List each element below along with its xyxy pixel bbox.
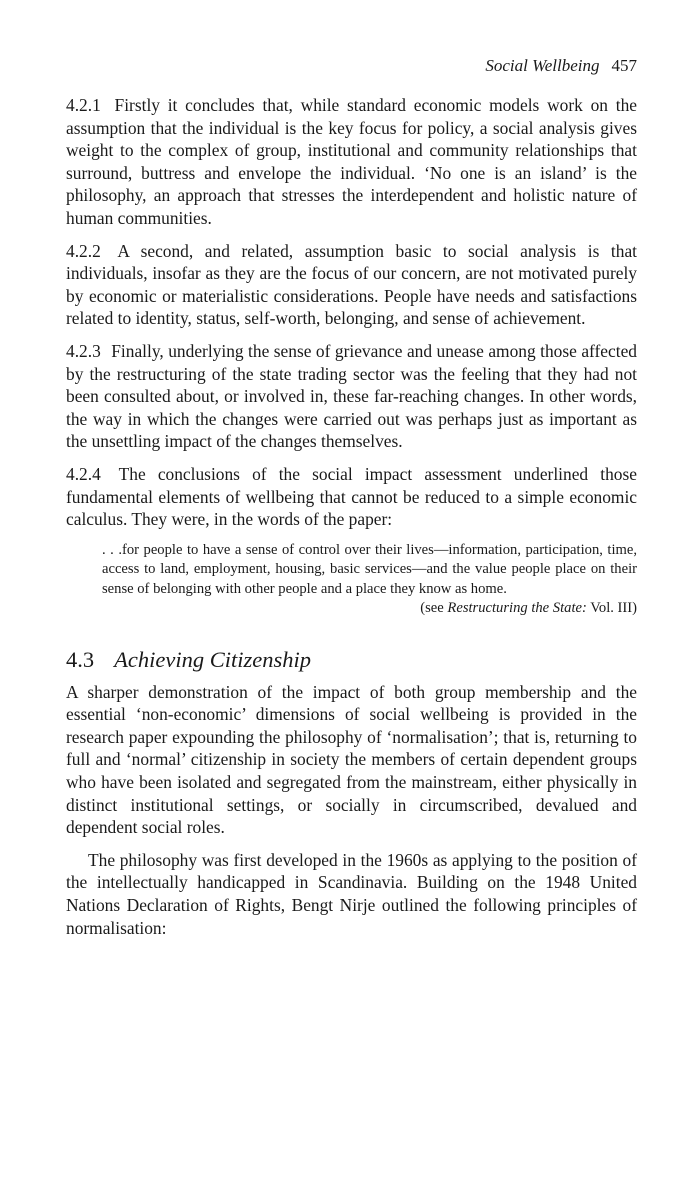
paragraph-text: A second, and related, assumption basic to social analysis is that individuals, insofar as they are the focus of our concern, are not motivated purely by economic or materialistic considerations. People have needs and satisfactions related to identity, status, self-worth, belonging, and sense of achievement. bbox=[66, 240, 637, 329]
section-number: 4.3 bbox=[66, 646, 95, 672]
paragraph-number: 4.2.4 bbox=[66, 463, 101, 484]
section-heading bbox=[66, 645, 637, 675]
section-title: Achieving Citizenship bbox=[114, 646, 311, 672]
running-header bbox=[485, 56, 637, 76]
citation-prefix: (see bbox=[420, 600, 444, 617]
paragraph-4-2-1 bbox=[66, 94, 637, 230]
paragraph-number: 4.2.1 bbox=[66, 95, 101, 115]
paragraph-4-2-2 bbox=[66, 240, 637, 330]
page-number: 457 bbox=[611, 56, 637, 75]
paragraph-number: 4.2.2 bbox=[66, 240, 101, 261]
paragraph-text: The conclusions of the social impact assessment underlined those fundamental elements of wellbeing that cannot be reduced to a simple economic calculus. They were, in the words of the paper: bbox=[66, 463, 637, 530]
page-body bbox=[66, 94, 637, 949]
quote-citation bbox=[420, 599, 637, 619]
running-title: Social Wellbeing bbox=[485, 56, 600, 75]
citation-title: Restructuring the State: bbox=[447, 600, 587, 617]
paragraph-4-2-3 bbox=[66, 340, 637, 453]
paragraph-text: Finally, underlying the sense of grievance and unease among those affected by the restructuring of the state trading sector was the feeling that they had not been consulted about, or involved in, these far-reaching changes. In other words, the way in which the changes were carried out was perhaps just as important as the unsettling impact of the changes themselves. bbox=[66, 340, 637, 452]
quote-text: . . .for people to have a sense of control over their lives—information, participation, time, access to land, employment, housing, basic services—and the value people place on their sense of belonging with other people and a place they know as home. bbox=[102, 541, 637, 597]
block-quote bbox=[102, 541, 637, 619]
citation-suffix: Vol. III) bbox=[590, 600, 637, 617]
section-paragraph: The philosophy was first developed in the 1960s as applying to the position of the intellectually handicapped in Scandinavia. Building on the 1948 United Nations Declaration of Rights, Bengt Nirje outlined the following principles of normalisation: bbox=[66, 849, 637, 938]
section-paragraph: A sharper demonstration of the impact of both group membership and the essential ‘non-economic’ dimensions of social wellbeing is provided in the research paper expounding the philosophy of ‘normalisation’; that is, returning to full and ‘normal’ citizenship in society the members of certain dependent groups who have been isolated and segregated from the mainstream, either physically in distinct institutional settings, or socially in circumscribed, devalued and dependent social roles. bbox=[66, 681, 637, 838]
paragraph-text: Firstly it concludes that, while standard economic models work on the assumption that the individual is the key focus for policy, a social analysis gives weight to the complex of group, institutional and community relationships that surround, buttress and envelope the individual. ‘No one is an island’ is the philosophy, an approach that stresses the interdependent and holistic nature of human communities. bbox=[66, 95, 637, 228]
paragraph-4-2-4 bbox=[66, 463, 637, 531]
paragraph-number: 4.2.3 bbox=[66, 340, 101, 361]
